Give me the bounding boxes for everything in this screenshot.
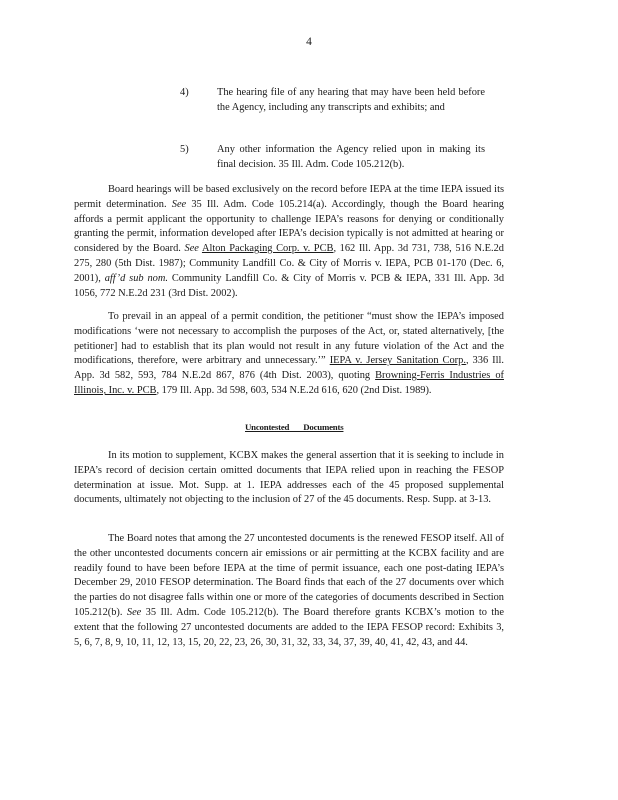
paragraph-record-basis: Board hearings will be based exclusively on the record before IEPA at the time IEPA issued its permit determination. See 35 Ill. Adm. Code 105.214(a). Accordingly, though the Board hearing affords a permit applicant the opportunity to challenge IEPA’s reasons for denying or conditionally granting the permit, information developed after IEPA’s decision typically is not admitted at hearing or considered by the Board. See Alton Packaging Corp. v. PCB, 162 Ill. App. 3d 731, 738, 516 N.E.2d 275, 280 (5th Dist. 1987); Community Landfill Co. & City of Morris v. IEPA, PCB 01-170 (Dec. 6, 2001), aff’d sub nom. Community Landfill Co. & City of Morris v. PCB & IEPA, 331 Ill. App. 3d 1056, 772 N.E.2d 231 (3rd Dist. 2002). <box>74 184 505 299</box>
case-citation: IEPA v. Jersey Sanitation Corp. <box>329 355 466 367</box>
page-number: 4 <box>306 36 312 48</box>
list-item <box>180 143 485 172</box>
list-item-text: The hearing file of any hearing that may have been held before the Agency, including any transcripts and exhibits; and <box>217 87 485 113</box>
list-item-text: Any other information the Agency relied upon in making its final decision. 35 Ill. Adm. Code 105.212(b). <box>217 144 485 170</box>
case-citation: Browning-Ferris Industries of Illinois, Inc. v. PCB <box>74 370 504 396</box>
list-item-number: 4) <box>180 87 189 98</box>
list-item-number: 5) <box>180 144 189 155</box>
list-item <box>180 86 485 115</box>
case-citation: Alton Packaging Corp. v. PCB <box>201 243 334 255</box>
paragraph-motion-summary: In its motion to supplement, KCBX makes the general assertion that it is seeking to include in IEPA’s record of decision certain omitted documents that IEPA relied upon in reaching the FESOP determination at issue. Mot. Supp. at 1. IEPA addresses each of the 45 proposed supplemental documents, ultimately not objecting to the inclusion of 27 of the 45 documents. Resp. Supp. at 3-13. <box>74 450 504 506</box>
section-heading: Uncontested Documents <box>245 422 344 432</box>
paragraph-standard-of-review: To prevail in an appeal of a permit condition, the petitioner “must show the IEPA’s imposed modifications ‘were not necessary to accomplish the purposes of the Act, or, stated alternatively, [the petitioner] had to establish that its plan would not result in any future violation of the Act and the modifications, therefore, were arbitrary and unnecessary.’” IEPA v. Jersey Sanitation Corp., 336 Ill. App. 3d 582, 593, 784 N.E.2d 867, 876 (4th Dist. 2003), quoting Browning-Ferris Industries of Illinois, Inc. v. PCB, 179 Ill. App. 3d 598, 603, 534 N.E.2d 616, 620 (2nd Dist. 1989). <box>74 311 504 396</box>
paragraph-board-finding: The Board notes that among the 27 uncontested documents is the renewed FESOP itself. All of the other uncontested documents concern air emissions or air permitting at the KCBX facility and are readily found to have been before IEPA at the time of permit issuance, each one post-dating IEPA’s December 29, 2010 FESOP determination. The Board finds that each of the 27 documents over which the parties do not disagree falls within one or more of the categories of documents described in Section 105.212(b). See 35 Ill. Adm. Code 105.212(b). The Board therefore grants KCBX’s motion to the extent that the following 27 uncontested documents are added to the IEPA FESOP record: Exhibits 3, 5, 6, 7, 8, 9, 10, 11, 12, 13, 15, 20, 22, 23, 26, 30, 31, 32, 33, 34, 37, 39, 40, 41, 42, 43, and 44. <box>74 533 504 648</box>
